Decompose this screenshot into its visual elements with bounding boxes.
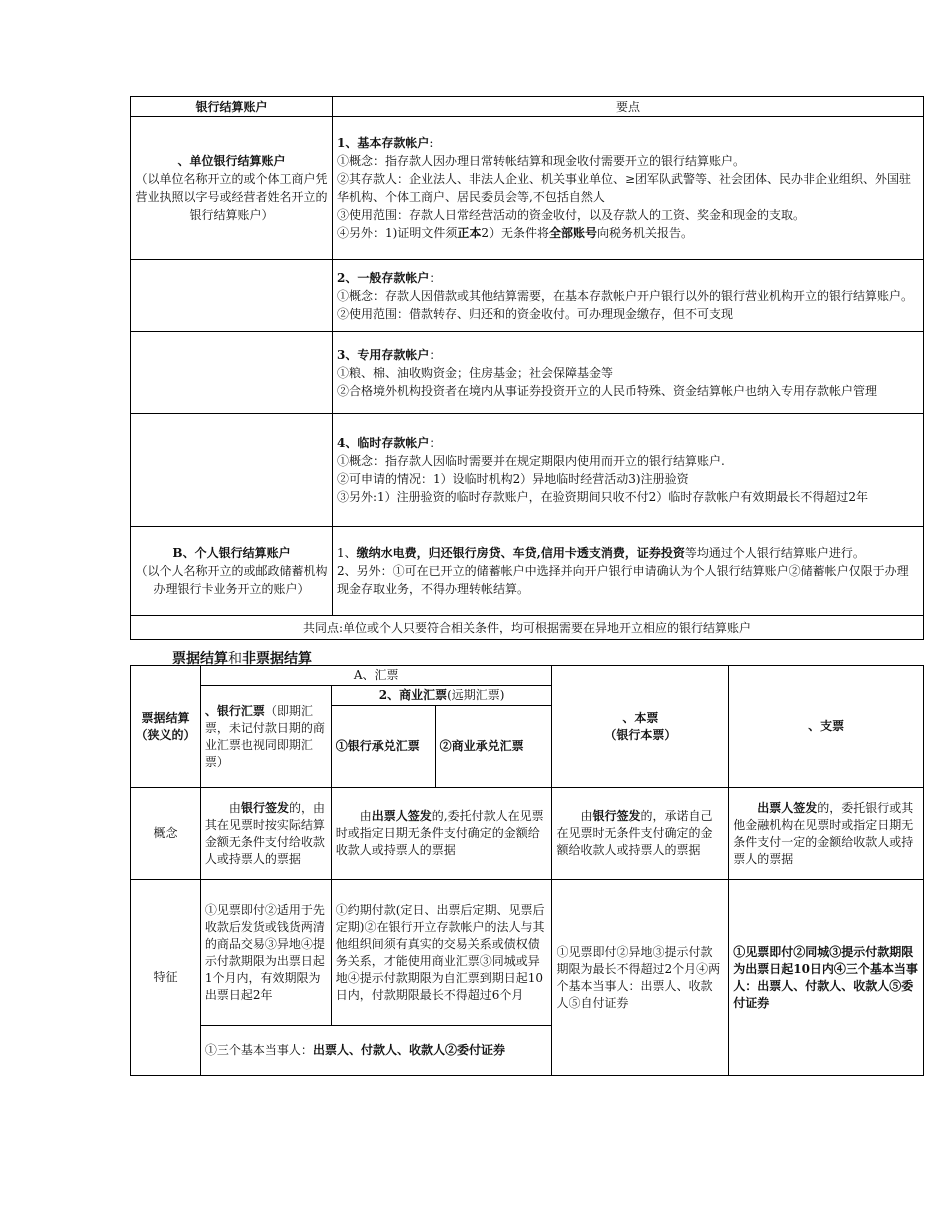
feature-commercial-draft: ①约期付款(定日、出票后定期、见票后定期)②在银行开立存款帐户的法人与其他组织间须有真实的交易关系或债权债务关系，才能使用商业汇票③同城或异地④提示付款期限为自汇票到期日起10日内，付款期限最长不得超过6个月 bbox=[331, 880, 552, 1026]
section-heading: 票据结算和非票据结算 bbox=[172, 651, 312, 667]
concept-check: 出票人签发的，委托银行或其他金融机构在见票时或指定日期无条件支付一定的金额给收款人或持票人的票据 bbox=[729, 788, 924, 880]
bill-settlement-table bbox=[130, 665, 924, 1076]
feature-label: 特征 bbox=[131, 880, 201, 1076]
feature-check: ①见票即付②同城③提示付款期限为出票日起10日内④三个基本当事人：出票人、付款人、收款人⑤委付证券 bbox=[729, 880, 924, 1076]
empty-cell bbox=[131, 332, 333, 414]
commercial-draft-head: 2、商业汇票(远期汇票) bbox=[331, 686, 552, 706]
basic-account-cell: 1、基本存款帐户: ①概念：指存款人因办理日常转帐结算和现金收付需要开立的银行结算账户。 ②其存款人：企业法人、非法人企业、机关事业单位、≥团军队武警等、社会团体、民办非企业组织、外国驻华机构、个体工商户、居民委员会等,不包括自然人 ③使用范围：存款人日常经营活动的资金收付，以及存款人的工资、奖金和现金的支取。 ④另外：1)证明文件须正本2）无条件将全部账号向税务机关报告。 bbox=[333, 117, 924, 260]
temp-account-cell: 4、临时存款帐户： ①概念：指存款人因临时需要并在规定期限内使用而开立的银行结算账户. ②可申请的情况：1）设临时机构2）异地临时经营活动3)注册验资 ③另外:1）注册验资的临时存款账户，在验资期间只收不付2）临时存款帐户有效期最长不得超过2年 bbox=[333, 414, 924, 527]
feature-promissory: ①见票即付②异地③提示付款期限为最长不得超过2个月④两个基本当事人：出票人、收款人⑤自付证券 bbox=[552, 880, 729, 1076]
concept-promissory: 由银行签发的，承诺自己在见票时无条件支付确定的金额给收款人或持票人的票据 bbox=[552, 788, 729, 880]
bank-account-table bbox=[130, 96, 924, 640]
draft-head: A、汇票 bbox=[200, 666, 552, 686]
header-left: 银行结算账户 bbox=[131, 97, 333, 117]
empty-cell bbox=[131, 414, 333, 527]
comm-accept-head: ②商业承兑汇票 bbox=[435, 706, 552, 788]
special-account-cell: 3、专用存款帐户： ①粮、棉、油收购资金；住房基金；社会保障基金等 ②合格境外机构投资者在境内从事证券投资开立的人民币特殊、资金结算帐户也纳入专用存款帐户管理 bbox=[333, 332, 924, 414]
bank-draft-head: 、银行汇票（即期汇票，未记付款日期的商业汇票也视同即期汇票） bbox=[200, 686, 331, 788]
empty-cell bbox=[131, 260, 333, 332]
concept-bank-draft: 由银行签发的，由其在见票时按实际结算金额无条件支付给收款人或持票人的票据 bbox=[200, 788, 331, 880]
feature-common: ①三个基本当事人：出票人、付款人、收款人②委付证券 bbox=[200, 1026, 552, 1076]
common-point: 共同点:单位或个人只要符合相关条件，均可根据需要在异地开立相应的银行结算账户 bbox=[131, 616, 924, 640]
bank-accept-head: ①银行承兑汇票 bbox=[331, 706, 435, 788]
personal-account-cell: B、个人银行结算账户 （以个人名称开立的或邮政储蓄机构办理银行卡业务开立的账户） bbox=[131, 527, 333, 616]
personal-points-cell: 1、缴纳水电费，归还银行房贷、车贷,信用卡透支消费，证券投资等均通过个人银行结算账户进行。 2、另外：①可在已开立的储蓄帐户中选择并向开户银行申请确认为个人银行结算账户②储蓄帐户仅限于办理现金存取业务，不得办理转帐结算。 bbox=[333, 527, 924, 616]
row-head: 票据结算（狭义的） bbox=[131, 666, 201, 788]
feature-bank-draft: ①见票即付②适用于先收款后发货或钱货两清的商品交易③异地④提示付款期限为出票日起1个月内，有效期限为出票日起2年 bbox=[200, 880, 331, 1026]
unit-account-cell: 、单位银行结算账户 （以单位名称开立的或个体工商户凭营业执照以字号或经营者姓名开立的银行结算账户） bbox=[131, 117, 333, 260]
promissory-head: 、本票 （银行本票） bbox=[552, 666, 729, 788]
header-right: 要点 bbox=[333, 97, 924, 117]
concept-label: 概念 bbox=[131, 788, 201, 880]
concept-commercial-draft: 由出票人签发的,委托付款人在见票时或指定日期无条件支付确定的金额给收款人或持票人的票据 bbox=[331, 788, 552, 880]
general-account-cell: 2、一般存款帐户： ①概念：存款人因借款或其他结算需要，在基本存款帐户开户银行以外的银行营业机构开立的银行结算账户。 ②使用范围：借款转存、归还和的资金收付。可办理现金缴存，但不可支现 bbox=[333, 260, 924, 332]
check-head: 、支票 bbox=[729, 666, 924, 788]
